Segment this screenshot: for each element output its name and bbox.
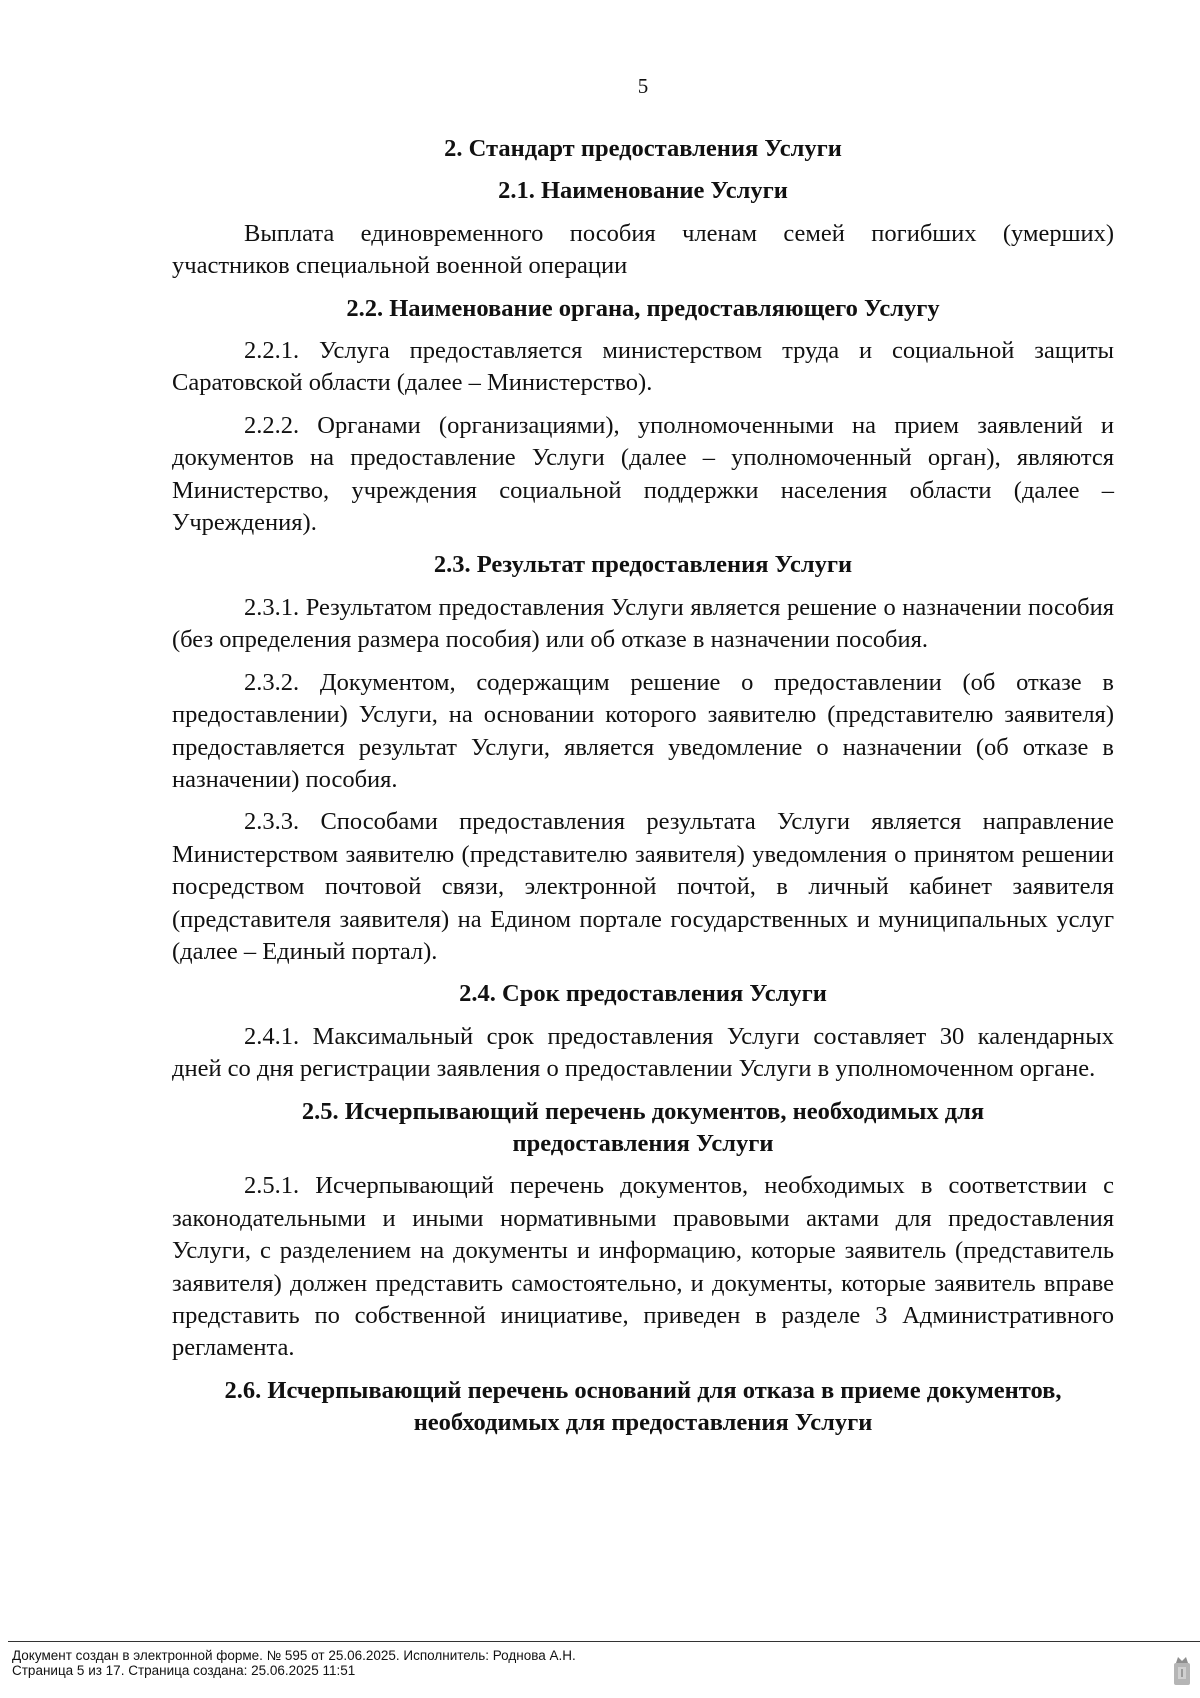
document-body <box>172 133 1114 1450</box>
coat-of-arms-icon <box>1172 1653 1192 1689</box>
page-number: 5 <box>637 74 649 98</box>
section-heading: 2.3. Результат предоставления Услуги <box>433 551 853 579</box>
paragraph: 2.3.2. Документом, содержащим решение о предоставлении (об отказе в предоставлении) Услуги, на основании которого заявителю (представителю заявителя) предоставляется результат Услуги, является уведомление о назначении (об отказе в назначении) пособия. <box>172 668 1114 793</box>
section-heading: 2.4. Срок предоставления Услуги <box>459 980 827 1008</box>
paragraph: Выплата единовременного пособия членам семей погибших (умерших) участников специальной военной операции <box>172 219 1114 280</box>
footer-line-document: Документ создан в электронной форме. № 595 от 25.06.2025. Исполнитель: Роднова А.Н. <box>12 1648 576 1663</box>
section-heading: 2.2. Наименование органа, предоставляющего Услугу <box>346 294 940 322</box>
footer-line-page: Страница 5 из 17. Страница создана: 25.06.2025 11:51 <box>12 1663 356 1678</box>
paragraph: 2.2.2. Органами (организациями), уполномоченными на прием заявлений и документов на предоставление Услуги (далее – уполномоченный орган), являются Министерство, учреждения социальной поддержки населения области (далее – Учреждения). <box>172 411 1114 537</box>
footer <box>12 1648 576 1678</box>
paragraph: 2.3.1. Результатом предоставления Услуги является решение о назначении пособия (без определения размера пособия) или об отказе в назначении пособия. <box>172 593 1114 654</box>
paragraph: 2.4.1. Максимальный срок предоставления Услуги составляет 30 календарных дней со дня регистрации заявления о предоставлении Услуги в уполномоченном органе. <box>172 1022 1114 1083</box>
footer-divider <box>8 1641 1200 1642</box>
section-heading: 2.5. Исчерпывающий перечень документов, необходимых для предоставления Услуги <box>301 1097 985 1157</box>
paragraph: 2.5.1. Исчерпывающий перечень документов, необходимых в соответствии с законодательными и иными нормативными правовыми актами для предоставления Услуги, с разделением на документы и информацию, которые заявитель (представитель заявителя) должен представить самостоятельно, и документы, которые заявитель вправе представить по собственной инициативе, приведен в разделе 3 Административного регламента. <box>172 1172 1114 1362</box>
section-heading: 2.6. Исчерпывающий перечень оснований для отказа в приеме документов, необходимых для предоставления Услуги <box>224 1376 1062 1437</box>
section-heading: 2. Стандарт предоставления Услуги <box>444 135 842 162</box>
paragraph: 2.3.3. Способами предоставления результата Услуги является направление Министерством заявителю (представителю заявителя) уведомления о принятом решении посредством почтовой связи, электронной почтой, в личный кабинет заявителя (представителя заявителя) на Едином портале государственных и муниципальных услуг (далее – Единый портал). <box>172 808 1114 965</box>
section-heading: 2.1. Наименование Услуги <box>498 177 788 205</box>
paragraph: 2.2.1. Услуга предоставляется министерством труда и социальной защиты Саратовской области (далее – Министерство). <box>172 337 1114 397</box>
